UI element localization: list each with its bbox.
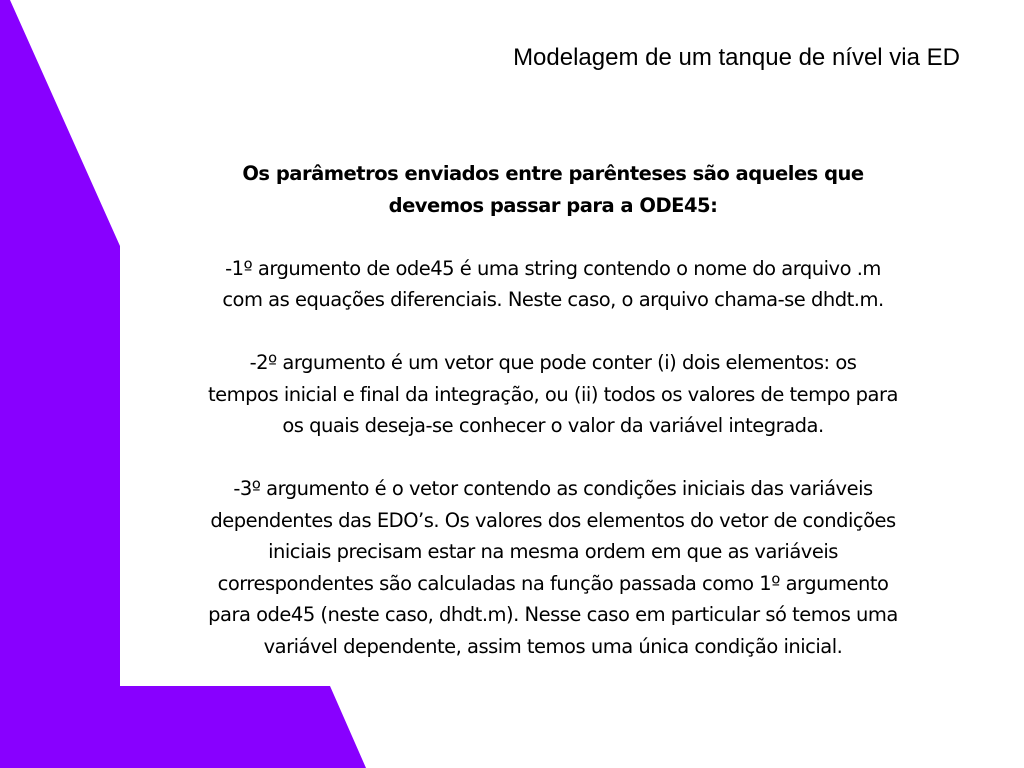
text-line: iniciais precisam estar na mesma ordem em que as variáveis: [268, 540, 838, 563]
paragraph-spacer: [128, 316, 978, 348]
text-line: -3º argumento é o vetor contendo as condições iniciais das variáveis: [233, 477, 873, 500]
paragraph-spacer: [128, 442, 978, 474]
paragraph-second-argument: [128, 347, 978, 442]
text-line: variável dependente, assim temos uma única condição inicial.: [263, 634, 843, 658]
body-heading-line-1: Os parâmetros enviados entre parênteses são aqueles que: [242, 162, 864, 185]
paragraph-third-argument: [128, 473, 978, 662]
paragraph-first-argument: [128, 253, 978, 316]
slide-body: [128, 158, 978, 662]
body-heading-line-2: devemos passar para a ODE45:: [388, 193, 718, 217]
paragraph-spacer: [128, 221, 978, 253]
text-line: com as equações diferenciais. Neste caso, o arquivo chama-se dhdt.m.: [222, 288, 884, 311]
slide-title: Modelagem de um tanque de nível via ED: [513, 44, 960, 71]
text-line: -2º argumento é um vetor que pode conter (i) dois elementos: os: [249, 351, 857, 374]
text-line: -1º argumento de ode45 é uma string contendo o nome do arquivo .m: [225, 256, 881, 280]
text-line: para ode45 (neste caso, dhdt.m). Nesse caso em particular só temos uma: [208, 603, 898, 626]
text-line: dependentes das EDO’s. Os valores dos elementos do vetor de condições: [210, 508, 896, 532]
text-line: os quais deseja-se conhecer o valor da variável integrada.: [282, 414, 824, 437]
text-line: tempos inicial e final da integração, ou (ii) todos os valores de tempo para: [208, 382, 898, 406]
text-line: correspondentes são calculadas na função passada como 1º argumento: [217, 571, 889, 595]
